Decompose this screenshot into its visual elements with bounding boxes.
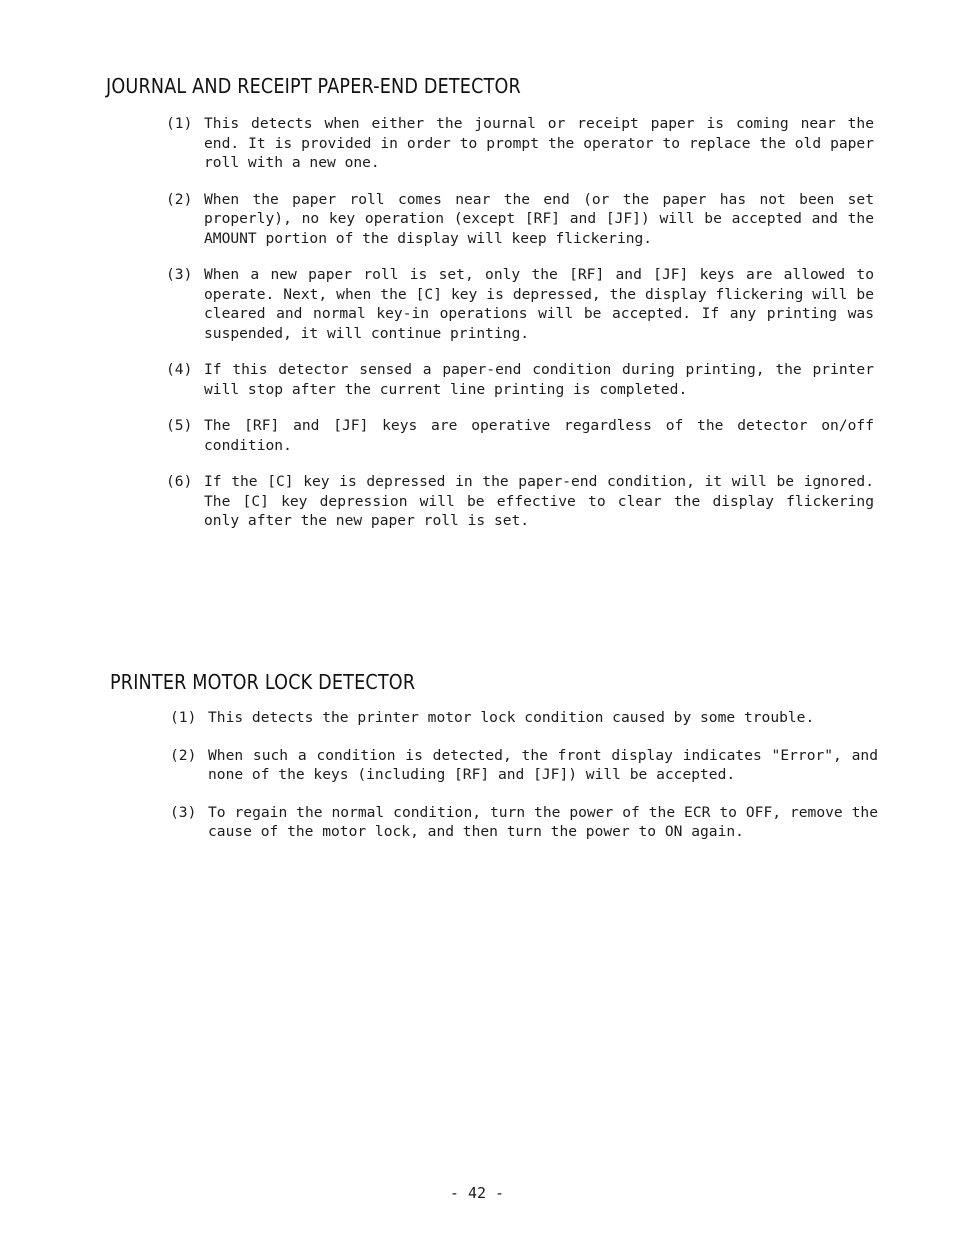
list-item (166, 114, 874, 173)
item-number: (3) (166, 266, 193, 283)
item-text: This detects the printer motor lock condition caused by some trouble. (208, 709, 815, 726)
item-number: (3) (170, 803, 197, 821)
page-number: - 42 - (449, 1184, 505, 1202)
item-text: When a new paper roll is set, only the [RF] and [JF] keys are allowed to operate. Next, when the [C] key is depressed, the display flickering will be cleared and normal key-in operations will be accepted. If any printing was suspended, it will continue printing. (204, 266, 874, 342)
list-item (166, 265, 874, 343)
item-text: This detects when either the journal or receipt paper is coming near the end. It is provided in order to prompt the operator to replace the old paper roll with a new one. (204, 115, 874, 171)
list-item (166, 190, 874, 249)
item-number: (5) (166, 417, 193, 434)
item-text: If the [C] key is depressed in the paper-end condition, it will be ignored. The [C] key depression will be effective to clear the display flickering only after the new paper roll is set. (204, 473, 874, 529)
paper-end-detector-list (166, 114, 874, 548)
item-text: When the paper roll comes near the end (or the paper has not been set properly), no key operation (except [RF] and [JF]) will be accepted and the AMOUNT portion of the display will keep flickering. (204, 190, 874, 247)
item-text: To regain the normal condition, turn the power of the ECR to OFF, remove the cause of the motor lock, and then turn the power to ON again. (208, 803, 878, 840)
list-item (170, 708, 878, 728)
item-number: (4) (166, 361, 193, 378)
list-item (166, 472, 874, 531)
item-number: (1) (170, 709, 197, 726)
item-text: The [RF] and [JF] keys are operative regardless of the detector on/off condition. (204, 417, 874, 454)
list-item (166, 360, 874, 399)
list-item (166, 416, 874, 455)
item-text: If this detector sensed a paper-end condition during printing, the printer will stop after the current line printing is completed. (204, 361, 874, 398)
item-text: When such a condition is detected, the front display indicates "Error", and none of the keys (including [RF] and [JF]) will be accepted. (208, 746, 878, 783)
section-title-paper-end-detector: JOURNAL AND RECEIPT PAPER-END DETECTOR (106, 74, 521, 98)
item-number: (1) (166, 115, 193, 132)
list-item (170, 803, 878, 842)
item-number: (2) (166, 190, 193, 208)
section-title-motor-lock-detector: PRINTER MOTOR LOCK DETECTOR (110, 670, 416, 694)
motor-lock-detector-list (170, 708, 878, 860)
list-item (170, 746, 878, 785)
item-number: (2) (170, 746, 197, 764)
item-number: (6) (166, 473, 193, 490)
